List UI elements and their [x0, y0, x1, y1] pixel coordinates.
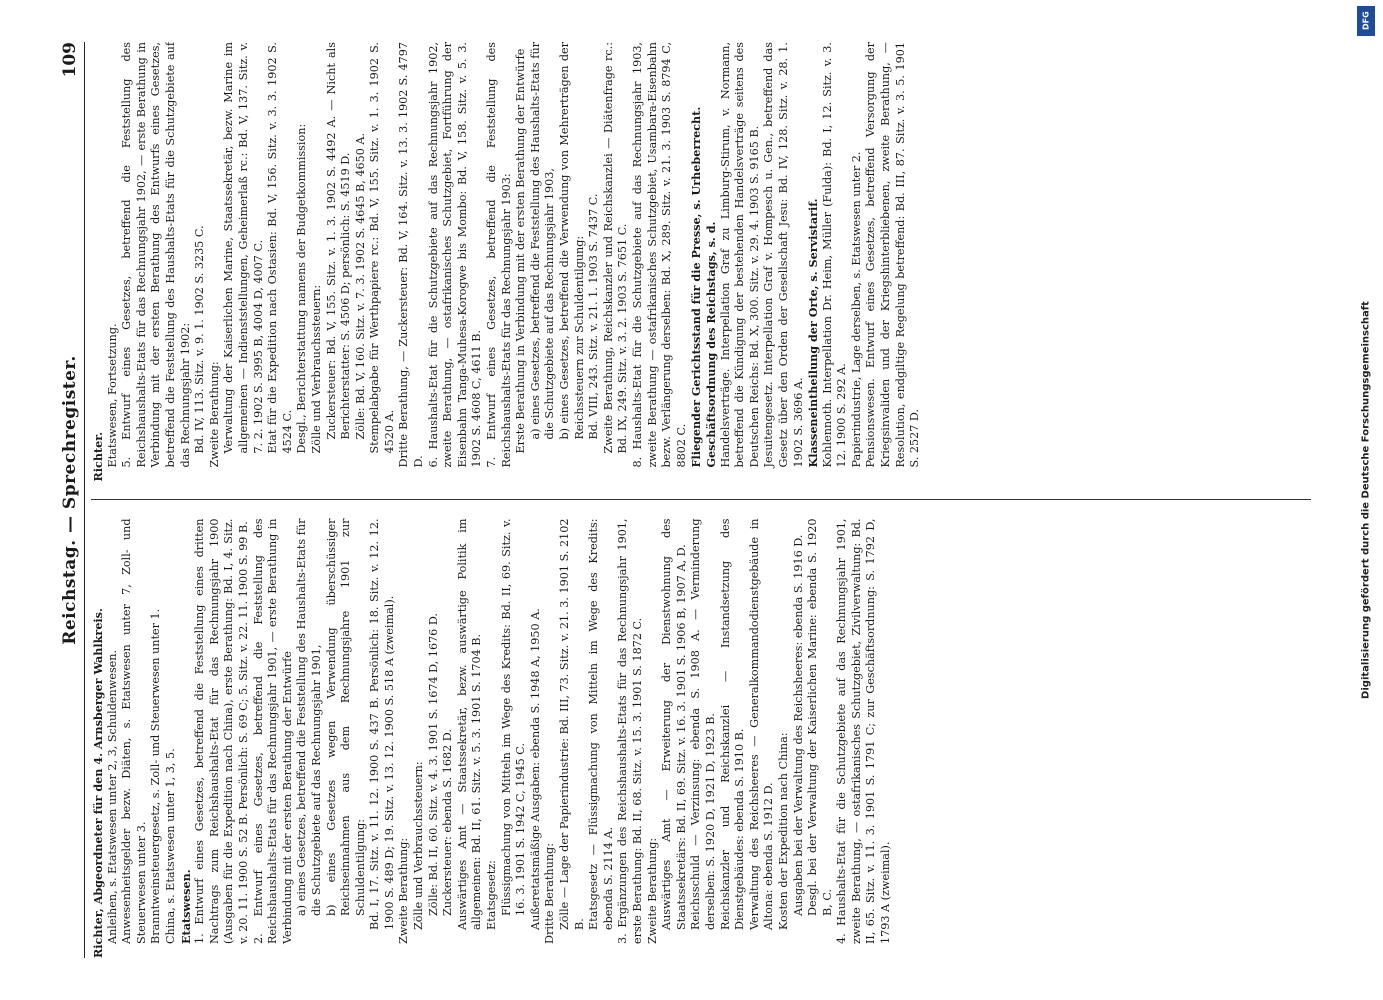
- register-entry: Desgl. bei der Verwaltung der Kaiserlichen Marine: ebenda S. 1920 B, C.: [805, 518, 834, 916]
- register-entry: Zuckersteuer: ebenda S. 1682 D.: [440, 729, 454, 916]
- register-entry: Pensionswesen. Entwurf eines Gesetzes, betreffend Versorgung der Kriegsinvaliden und der Kriegshinterbliebenen, zweite Berathung, — Resolution, endgiltige Regelung betreffend: Bd. III, 87. Sitz. v. 3. 5. 1901 S. 2527 D.: [863, 42, 921, 468]
- running-head: [60, 42, 85, 958]
- digitization-note: [1353, 10, 1379, 990]
- register-entry: Dritte Berathung:: [542, 843, 556, 944]
- register-entry: Etatsgesetz:: [484, 860, 498, 930]
- register-entry: Bd. IV, 113. Sitz. v. 9. 1. 1902 S. 3235 C.: [192, 225, 206, 454]
- dfg-logo-badge: DFG: [1357, 6, 1375, 36]
- register-entry: Verwaltung des Reichsheeres — Generalkommandodienstgebäude in Altona: ebenda S. 1912 D.: [747, 518, 775, 930]
- page-number: 109: [59, 42, 80, 78]
- register-entry: Etat für die Expedition nach Ostasien: Bd. V, 156. Sitz. v. 3. 3. 1902 S. 4524 C.: [265, 42, 294, 454]
- register-entry: Anleihen, s. Etatswesen unter 2, 3, Schuldenwesen.: [105, 649, 119, 944]
- register-page: [42, 20, 1342, 980]
- left-column: [91, 519, 1311, 959]
- register-entry: Flüssigmachung von Mitteln im Wege des Kredits: Bd. II, 69. Sitz. v. 16. 3. 1901 S. 1942 C, 1945 C.: [499, 518, 527, 916]
- register-entry: Zweite Berathung:: [645, 837, 659, 944]
- register-entry: Geschäftsordnung des Reichstags, s. d.: [703, 221, 718, 468]
- register-entry: Erste Berathung in Verbindung mit der ersten Berathung der Entwürfe: [513, 48, 527, 454]
- register-entry: Kohlennoth. Interpellation Dr. Heim, Müller (Fulda): Bd. I, 12. Sitz. v. 3. 12. 1900 S. 292 A.: [820, 42, 848, 468]
- register-entry: Stempelabgabe für Werthpapiere rc.: Bd. V, 155. Sitz. v. 1. 3. 1902 S. 4520 A.: [367, 42, 396, 454]
- register-entry: Dritte Berathung, — Zuckersteuer: Bd. V, 164. Sitz. v. 13. 3. 1902 S. 4797 D.: [396, 42, 425, 468]
- register-entry: b) eines Gesetzes, betreffend die Verwendung von Mehrerträgen der Reichssteuern zur Schuldentilgung:: [557, 42, 586, 440]
- register-entry: 6. Haushalts-Etat für die Schutzgebiete auf das Rechnungsjahr 1902, zweite Berathung, — ostafrikanisches Schutzgebiet, Fortführung der Eisenbahn Tanga-Muhesa-Korogwe bis Mombo: Bd. V, 158. Sitz. v. 5. 3. 1902 S. 4608 C, 4611 B.: [426, 42, 483, 468]
- register-entry: China, s. Etatswesen unter 1, 3, 5.: [163, 748, 177, 944]
- column-divider: [91, 500, 1311, 501]
- register-entry: 7. Entwurf eines Gesetzes, betreffend die Feststellung des Reichshaushalts-Etats für das Rechnungsjahr 1903:: [484, 42, 513, 468]
- register-entry: Zölle und Verbrauchssteuern:: [309, 284, 323, 454]
- register-entry: Auswärtiges Amt — Staatssekretär, bezw. auswärtige Politik im allgemeinen: Bd. II, 61. Sitz. v. 5. 3. 1901 S. 1704 B.: [455, 518, 483, 930]
- register-entry: Zweite Berathung:: [396, 837, 410, 944]
- register-entry: Etatswesen, Fortsetzung.: [105, 323, 119, 468]
- register-entry: Bd. VIII, 243. Sitz. v. 21. 1. 1903 S. 7437 C.: [586, 193, 600, 440]
- columns: [91, 42, 1311, 958]
- register-entry: 1. Entwurf eines Gesetzes, betreffend die Feststellung eines dritten Nachtrags zum Reichshaushalts-Etat für das Rechnungsjahr 1900 (Ausgaben für die Expedition nach China), erste Berathung: Bd. I, 4. Sitz. v. 20. 11. 1900 S. 52 B. Persönlich: S. 69 C; 5. Sitz. v. 22. 11. 1900 S. 99 B.: [192, 518, 250, 944]
- register-entry: Richter, Abgeordneter für den 4. Arnsberger Wahlkreis.: [90, 608, 105, 958]
- register-entry: Zweite Berathung, Reichskanzler und Reichskanzlei — Diätenfrage rc.: Bd. IX, 249. Sitz. v. 3. 2. 1903 S. 7651 C.: [601, 42, 629, 454]
- register-entry: 2. Entwurf eines Gesetzes, betreffend die Feststellung des Reichshaushalts-Etats für das Rechnungsjahr 1901, — erste Berathung in Verbindung mit der ersten Berathung der Entwürfe: [251, 518, 294, 944]
- register-entry: a) eines Gesetzes, betreffend die Feststellung des Haushalts-Etats für die Schutzgebiete auf das Rechnungsjahr 1903,: [528, 42, 556, 440]
- register-entry: 8. Haushalts-Etat für die Schutzgebiete auf das Rechnungsjahr 1903, zweite Berathung — ostafrikanisches Schutzgebiet, Usambara-Eisenbahn bezw. Verlängerung derselben: Bd. X, 289. Sitz. v. 21. 3. 1903 S. 8794 C, 8802 C.: [630, 42, 688, 468]
- register-entry: Papierindustrie, Lage derselben, s. Etatswesen unter 2.: [849, 151, 863, 468]
- right-column: [91, 42, 1311, 482]
- register-entry: Außeretatsmäßige Ausgaben: ebenda S. 1948 A, 1950 A.: [528, 608, 542, 930]
- register-entry: Reichsschuld — Verzinsung: ebenda S. 1908 A. — Verminderung derselben: S. 1920 D, 1921 D, 1923 B.: [688, 518, 717, 930]
- digitization-note-text: Digitalisierung gefördert durch die Deutsche Forschungsgemeinschaft: [1360, 301, 1372, 699]
- register-entry: Verwaltung der Kaiserlichen Marine, Staatssekretär, bezw. Marine im allgemeinen — Indienststellungen, Geheimerlaß rc.: Bd. V, 137. Sitz. v. 7. 2. 1902 S. 3995 B, 4004 D, 4007 C.: [221, 42, 265, 454]
- register-entry: Zölle: Bd. V, 160. Sitz. v. 7. 3. 1902 S. 4645 B, 4650 A.: [353, 132, 367, 440]
- register-entry: Zuckersteuer: Bd. V, 155. Sitz. v. 1. 3. 1902 S. 4492 A. — Nicht als Berichterstatter: S. 4506 D; persönlich: S. 4519 D.: [324, 42, 352, 440]
- register-entry: Anwesenheitsgelder bezw. Diäten, s. Etatswesen unter 7, Zoll- und Steuerwesen unter 3.: [119, 518, 148, 944]
- register-entry: Kosten der Expedition nach China:: [776, 732, 790, 930]
- register-entry: Bd. I, 17. Sitz. v. 11. 12. 1900 S. 437 B. Persönlich: 18. Sitz. v. 12. 12. 1900 S. 489 D; 19. Sitz. v. 13. 12. 1900 S. 518 A (zweimal).: [367, 518, 396, 930]
- running-head-title: Reichstag. — Sprechregister.: [59, 355, 80, 645]
- register-entry: Handelsverträge. Interpellation Graf zu Limburg-Stirum, v. Normann, betreffend die Kündigung der bestehenden Handelsverträge seitens des Deutschen Reichs: Bd. X, 300. Sitz. v. 29. 4. 1903 S. 9165 B.: [718, 42, 761, 468]
- register-entry: Reichskanzler und Reichskanzlei — Instandsetzung des Dienstgebäudes: ebenda S. 1910 B.: [718, 518, 746, 930]
- register-entry: Desgl., Berichterstattung namens der Budgetkommission:: [294, 123, 308, 454]
- register-entry: Auswärtiges Amt — Erweiterung der Dienstwohnung des Staatssekretärs: Bd. II, 69. Sitz. v. 16. 3. 1901 S. 1906 B, 1907 A, D.: [659, 518, 688, 930]
- register-entry: Zölle: Bd. II, 60. Sitz. v. 4. 3. 1901 S. 1674 D, 1676 D.: [426, 613, 440, 916]
- register-entry: 5. Entwurf eines Gesetzes, betreffend die Feststellung des Reichshaushalts-Etats für das Rechnungsjahr 1902, — erste Berathung in Verbindung mit der ersten Berathung des Entwurfs eines Gesetzes, betreffend die Feststellung des Haushalts-Etats für die Schutzgebiete auf das Rechnungsjahr 1902:: [119, 42, 192, 468]
- register-entry: Ausgaben bei der Verwaltung des Reichsheeres: ebenda S. 1916 D.: [791, 534, 804, 916]
- register-entry: Jesuitengesetz. Interpellation Graf v. Hompesch u. Gen., betreffend das Gesetz über den Orden der Gesellschaft Jesu: Bd. IV, 128. Sitz. v. 28. 1. 1902 S. 3696 A.: [761, 42, 804, 468]
- register-entry: Zweite Berathung:: [207, 361, 221, 468]
- register-entry: Branntweinsteuergesetz, s. Zoll- und Steuerwesen unter 1.: [148, 608, 162, 944]
- register-entry: Fliegender Gerichtsstand für die Presse, s. Urheberrecht.: [688, 106, 703, 468]
- register-entry: 4. Haushalts-Etat für die Schutzgebiete auf das Rechnungsjahr 1901, zweite Berathung, — ostafrikanisches Schutzgebiet, Zivilverwaltung: Bd. II, 65. Sitz. v. 11. 3. 1901 S. 1791 C; zur Geschäftsordnung: S. 1792 D, 1793 A (zweimal).: [834, 518, 892, 944]
- register-entry: a) eines Gesetzes, betreffend die Feststellung des Haushalts-Etats für die Schutzgebiete auf das Rechnungsjahr 1901,: [294, 518, 323, 916]
- register-entry: Etatswesen.: [178, 869, 193, 944]
- register-entry: 3. Ergänzungen des Reichshaushalts-Etats für das Rechnungsjahr 1901, erste Berathung: Bd. II, 68. Sitz. v. 15. 3. 1901 S. 1872 C.: [615, 518, 644, 944]
- register-entry: Zölle und Verbrauchssteuern:: [411, 761, 425, 930]
- register-entry: Etatsgesetz — Flüssigmachung von Mitteln im Wege des Kredits: ebenda S. 2114 A.: [586, 518, 615, 930]
- register-entry: Zölle — Lage der Papierindustrie: Bd. III, 73. Sitz. v. 21. 3. 1901 S. 2102 B.: [557, 518, 586, 930]
- register-entry: b) eines Gesetzes wegen Verwendung überschüssiger Reichseinnahmen aus dem Rechnungsjahre 1901 zur Schuldentilgung:: [324, 518, 367, 916]
- register-entry: Klasseneintheilung der Orte, s. Servistarif.: [805, 198, 820, 468]
- register-entry: Richter.: [90, 431, 105, 482]
